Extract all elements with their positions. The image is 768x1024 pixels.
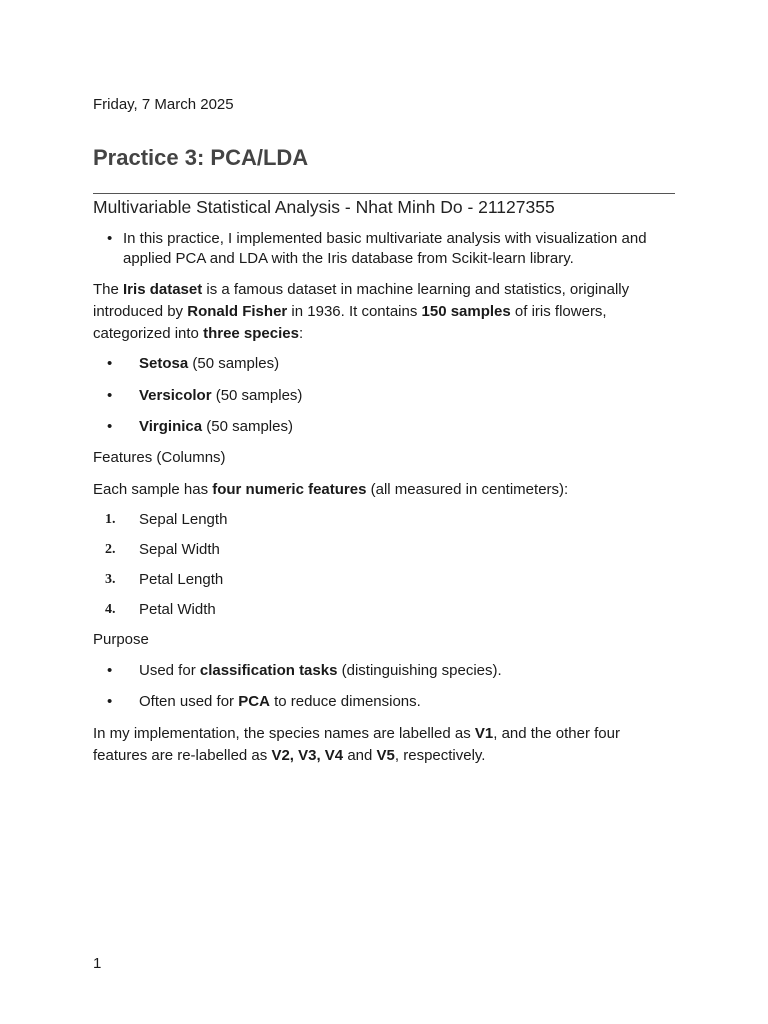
bold-term: V2, V3, V4 [271,747,344,764]
species-item: Virginica (50 samples) [139,418,293,435]
bullet-marker: • [107,693,113,710]
features-heading: Features (Columns) [93,449,226,466]
bold-term: Ronald Fisher [187,303,288,320]
feature-item: Petal Width [139,601,216,618]
features-intro: Each sample has four numeric features (all measured in centimeters): [93,481,569,498]
bold-term: V1 [474,725,494,742]
purpose-item: Often used for PCA to reduce dimensions. [139,693,421,710]
purpose-item: Used for classification tasks (distinguishing species). [139,662,502,679]
list-number: 4. [105,602,116,617]
feature-item: Sepal Width [139,541,220,558]
list-number: 1. [105,512,116,527]
bold-term: 150 samples [421,303,511,320]
species-item: Setosa (50 samples) [139,355,280,372]
intro-bullet-text: In this practice, I implemented basic multivariate analysis with visualization and applied PCA and LDA with the Iris database from Scikit-learn library. [123,230,647,267]
list-number: 3. [105,572,116,587]
document-date: Friday, 7 March 2025 [93,96,234,113]
species-item: Versicolor (50 samples) [139,387,303,404]
document-title: Practice 3: PCA/LDA [93,145,309,170]
page-number: 1 [93,955,102,972]
feature-item: Sepal Length [139,511,228,528]
list-number: 2. [105,542,116,557]
bold-term: three species [203,325,299,342]
purpose-heading: Purpose [93,631,149,648]
bullet-marker: • [107,230,113,247]
bold-term: four numeric features [212,481,367,498]
bold-term: Iris dataset [123,281,203,298]
feature-item: Petal Length [139,571,224,588]
bullet-marker: • [107,387,113,404]
closing-paragraph: In my implementation, the species names are labelled as V1, and the other four features are re-labelled as V2, V3, V4 and V5, respectively. [93,725,620,764]
intro-bullet-item [107,229,673,269]
document-subtitle: Multivariable Statistical Analysis - Nhat Minh Do - 21127355 [93,197,555,217]
bold-term: PCA [238,693,270,710]
bold-term: V5 [376,747,395,764]
title-divider [93,193,675,194]
bullet-marker: • [107,662,113,679]
bullet-marker: • [107,355,113,372]
bold-term: classification tasks [199,662,338,679]
bullet-marker: • [107,418,113,435]
intro-paragraph: The Iris dataset is a famous dataset in machine learning and statistics, originally introduced by Ronald Fisher in 1936. It contains 150 samples of iris flowers, categorized into three species: [93,281,630,342]
